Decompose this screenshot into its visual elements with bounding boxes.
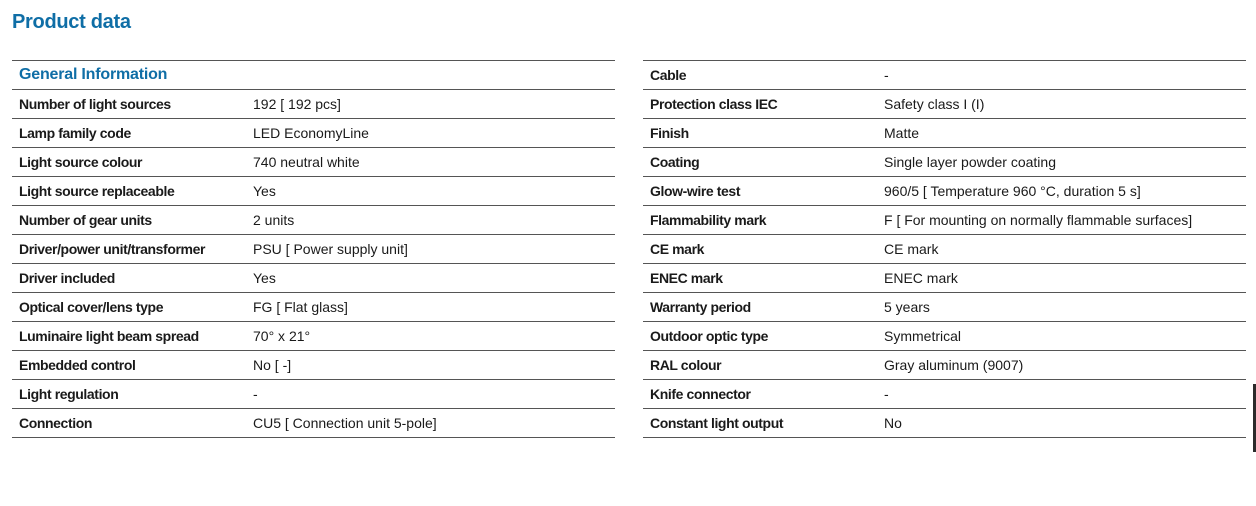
page-title: Product data	[12, 11, 131, 33]
table-row	[643, 322, 1246, 351]
row-value: FG [ Flat glass]	[253, 299, 348, 315]
row-label: Flammability mark	[650, 212, 767, 228]
additional-properties-table	[643, 60, 1246, 438]
table-row	[12, 380, 615, 409]
table-row	[643, 235, 1246, 264]
table-row	[12, 322, 615, 351]
row-value: Matte	[884, 125, 920, 141]
row-label: Driver included	[19, 270, 115, 286]
table-row	[12, 177, 615, 206]
table-row	[643, 90, 1246, 119]
row-value: PSU [ Power supply unit]	[253, 241, 408, 257]
row-label: ENEC mark	[650, 270, 723, 286]
table-row	[643, 177, 1246, 206]
table-row	[643, 61, 1246, 90]
row-label: Outdoor optic type	[650, 328, 769, 344]
row-value: Yes	[253, 270, 276, 286]
row-value: 960/5 [ Temperature 960 °C, duration 5 s]	[884, 183, 1141, 199]
table-row	[12, 148, 615, 177]
row-label: Optical cover/lens type	[19, 299, 164, 315]
row-value: 740 neutral white	[253, 154, 360, 170]
row-value: Single layer powder coating	[884, 154, 1056, 170]
row-label: Lamp family code	[19, 125, 131, 141]
row-value: 2 units	[253, 212, 295, 228]
row-label: Finish	[650, 125, 689, 141]
row-value: 70° x 21°	[253, 328, 311, 344]
table-row	[12, 409, 615, 438]
row-value: Safety class I (I)	[884, 96, 985, 112]
row-label: Light source colour	[19, 154, 143, 170]
row-label: Knife connector	[650, 386, 751, 402]
row-value: ENEC mark	[884, 270, 958, 286]
row-value: 5 years	[884, 299, 930, 315]
row-label: Glow-wire test	[650, 183, 741, 199]
row-label: Number of gear units	[19, 212, 152, 228]
row-label: CE mark	[650, 241, 705, 257]
table-row	[12, 90, 615, 119]
row-value: CE mark	[884, 241, 939, 257]
row-value: Yes	[253, 183, 276, 199]
row-label: Warranty period	[650, 299, 751, 315]
row-label: Number of light sources	[19, 96, 171, 112]
table-row	[643, 351, 1246, 380]
row-label: Driver/power unit/transformer	[19, 241, 205, 257]
table-row	[12, 206, 615, 235]
row-label: Light regulation	[19, 386, 119, 402]
row-value: 192 [ 192 pcs]	[253, 96, 341, 112]
row-value: CU5 [ Connection unit 5-pole]	[253, 415, 437, 431]
table-row	[643, 380, 1246, 409]
row-label: Constant light output	[650, 415, 784, 431]
table-row	[12, 264, 615, 293]
section-heading: General Information	[19, 66, 168, 83]
row-label: Light source replaceable	[19, 183, 175, 199]
row-value: -	[253, 386, 258, 402]
row-label: Protection class IEC	[650, 96, 778, 112]
table-row	[643, 206, 1246, 235]
row-label: Embedded control	[19, 357, 136, 373]
row-label: Luminaire light beam spread	[19, 328, 199, 344]
row-value: Gray aluminum (9007)	[884, 357, 1024, 373]
row-value: LED EconomyLine	[253, 125, 369, 141]
row-label: RAL colour	[650, 357, 722, 373]
row-value: No [ -]	[253, 357, 292, 373]
section-header-row	[12, 61, 615, 90]
row-value: -	[884, 67, 889, 83]
row-value: F [ For mounting on normally flammable surfaces]	[884, 212, 1193, 228]
table-row	[12, 351, 615, 380]
table-row	[643, 293, 1246, 322]
general-information-table	[12, 60, 615, 438]
table-row	[12, 293, 615, 322]
table-row	[643, 119, 1246, 148]
row-value: -	[884, 386, 889, 402]
row-value: No	[884, 415, 902, 431]
table-row	[643, 409, 1246, 438]
table-row	[12, 119, 615, 148]
table-row	[12, 235, 615, 264]
row-label: Connection	[19, 415, 92, 431]
row-value: Symmetrical	[884, 328, 962, 344]
row-label: Coating	[650, 154, 700, 170]
table-row	[643, 148, 1246, 177]
row-label: Cable	[650, 67, 687, 83]
table-row	[643, 264, 1246, 293]
